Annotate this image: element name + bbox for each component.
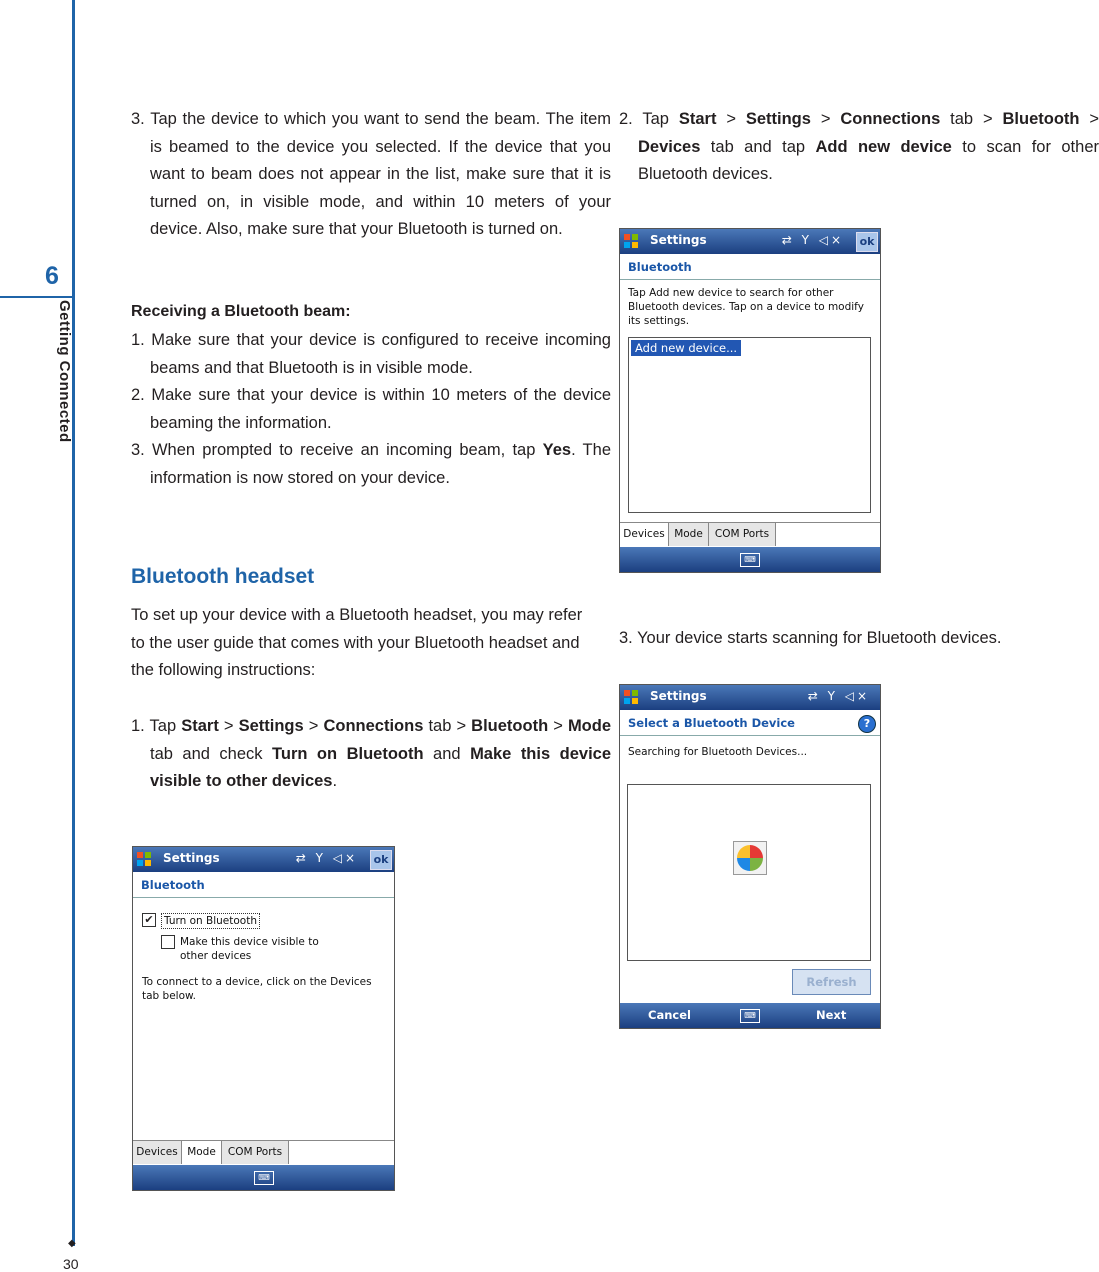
connect-info: To connect to a device, click on the Devices tab below.	[142, 976, 372, 1002]
screenshot-devices-tab	[619, 228, 881, 573]
app-title: Settings	[163, 851, 220, 865]
tab-devices[interactable]: Devices	[133, 1141, 182, 1164]
screenshot-mode-tab	[132, 846, 395, 1191]
app-title: Settings	[650, 233, 707, 247]
tab-com-ports[interactable]: COM Ports	[222, 1141, 289, 1164]
windows-logo-icon[interactable]	[136, 851, 152, 867]
headset-step-2: 2. Tap Start > Settings > Connections tab > Bluetooth > Devices tab and tap Add new device to scan for other Bluetooth devices.	[619, 110, 1099, 183]
tab-mode[interactable]: Mode	[669, 523, 709, 546]
title-bar	[133, 847, 394, 872]
keyboard-icon[interactable]: ⌨	[254, 1171, 274, 1185]
tab-strip	[133, 1140, 394, 1165]
headset-step-1: 1. Tap Start > Settings > Connections tab > Bluetooth > Mode tab and check Turn on Bluetooth and Make this device visible to other devices.	[131, 717, 612, 790]
title-bar	[620, 685, 880, 710]
tab-strip	[620, 522, 880, 547]
help-icon[interactable]: ?	[858, 715, 876, 733]
device-results-list[interactable]	[627, 784, 871, 961]
menu-bar	[133, 1165, 394, 1190]
beam-step-3: 3. Tap the device to which you want to send the beam. The item is beamed to the device you selected. If the device that you want to beam does not appear in the list, make sure that it is turned on, in visible mode, and within 10 meters of your device. Also, make sure that your Bluetooth is turned on.	[131, 110, 611, 238]
title-bar	[620, 229, 880, 254]
tab-mode[interactable]: Mode	[182, 1141, 222, 1164]
receiving-heading: Receiving a Bluetooth beam:	[131, 303, 351, 320]
page-number: 30	[63, 1256, 79, 1272]
keyboard-icon[interactable]: ⌨	[740, 1009, 760, 1023]
turn-on-bluetooth-checkbox[interactable]: ✔	[142, 913, 156, 927]
visible-device-label[interactable]: Make this device visible to other devices	[180, 936, 319, 962]
add-new-device-item[interactable]: Add new device...	[631, 340, 741, 356]
busy-wheel-icon	[734, 842, 766, 874]
refresh-button[interactable]: Refresh	[792, 969, 871, 995]
ok-button[interactable]: ok	[370, 850, 392, 870]
receiving-step-2: 2. Make sure that your device is within 10 meters of the device beaming the information.	[131, 386, 611, 432]
keyboard-icon[interactable]: ⌨	[740, 553, 760, 567]
page-header: Bluetooth	[133, 872, 394, 898]
status-icons[interactable]: ⇄ Y ◁×	[295, 851, 358, 865]
headset-step-3: 3. Your device starts scanning for Bluetooth devices.	[619, 629, 1002, 647]
chapter-rail-tick	[0, 296, 75, 298]
turn-on-bluetooth-label[interactable]: Turn on Bluetooth	[161, 913, 260, 929]
ok-button[interactable]: ok	[856, 232, 878, 252]
chapter-title: Getting Connected	[56, 300, 73, 443]
headset-intro: To set up your device with a Bluetooth headset, you may refer to the user guide that comes with your Bluetooth headset and the following instructions:	[131, 606, 583, 679]
search-status: Searching for Bluetooth Devices...	[628, 746, 808, 758]
app-title: Settings	[650, 689, 707, 703]
devices-info: Tap Add new device to search for other Bluetooth devices. Tap on a device to modify its settings.	[628, 287, 864, 327]
windows-logo-icon[interactable]	[623, 689, 639, 705]
section-title-bluetooth-headset: Bluetooth headset	[131, 565, 315, 588]
page-header: Bluetooth	[620, 254, 880, 280]
device-list[interactable]	[628, 337, 871, 513]
status-icons[interactable]: ⇄ Y ◁×	[781, 233, 844, 247]
status-icons[interactable]: ⇄ Y ◁×	[807, 689, 870, 703]
receiving-step-3: 3. When prompted to receive an incoming beam, tap Yes. The information is now stored on your device.	[131, 441, 611, 487]
cancel-button[interactable]: Cancel	[648, 1008, 691, 1022]
page-marker-icon: ◆	[68, 1238, 76, 1249]
receiving-step-1: 1. Make sure that your device is configured to receive incoming beams and that Bluetooth is in visible mode.	[131, 331, 611, 377]
menu-bar	[620, 1003, 880, 1028]
tab-devices[interactable]: Devices	[620, 523, 669, 546]
visible-device-checkbox[interactable]	[161, 935, 175, 949]
chapter-number: 6	[45, 262, 59, 290]
page-header: Select a Bluetooth Device ?	[620, 710, 880, 736]
busy-wheel	[733, 841, 767, 875]
menu-bar	[620, 547, 880, 572]
chapter-rail	[72, 0, 75, 1246]
screenshot-searching	[619, 684, 881, 1029]
next-button[interactable]: Next	[816, 1008, 847, 1022]
windows-logo-icon[interactable]	[623, 233, 639, 249]
tab-com-ports[interactable]: COM Ports	[709, 523, 776, 546]
